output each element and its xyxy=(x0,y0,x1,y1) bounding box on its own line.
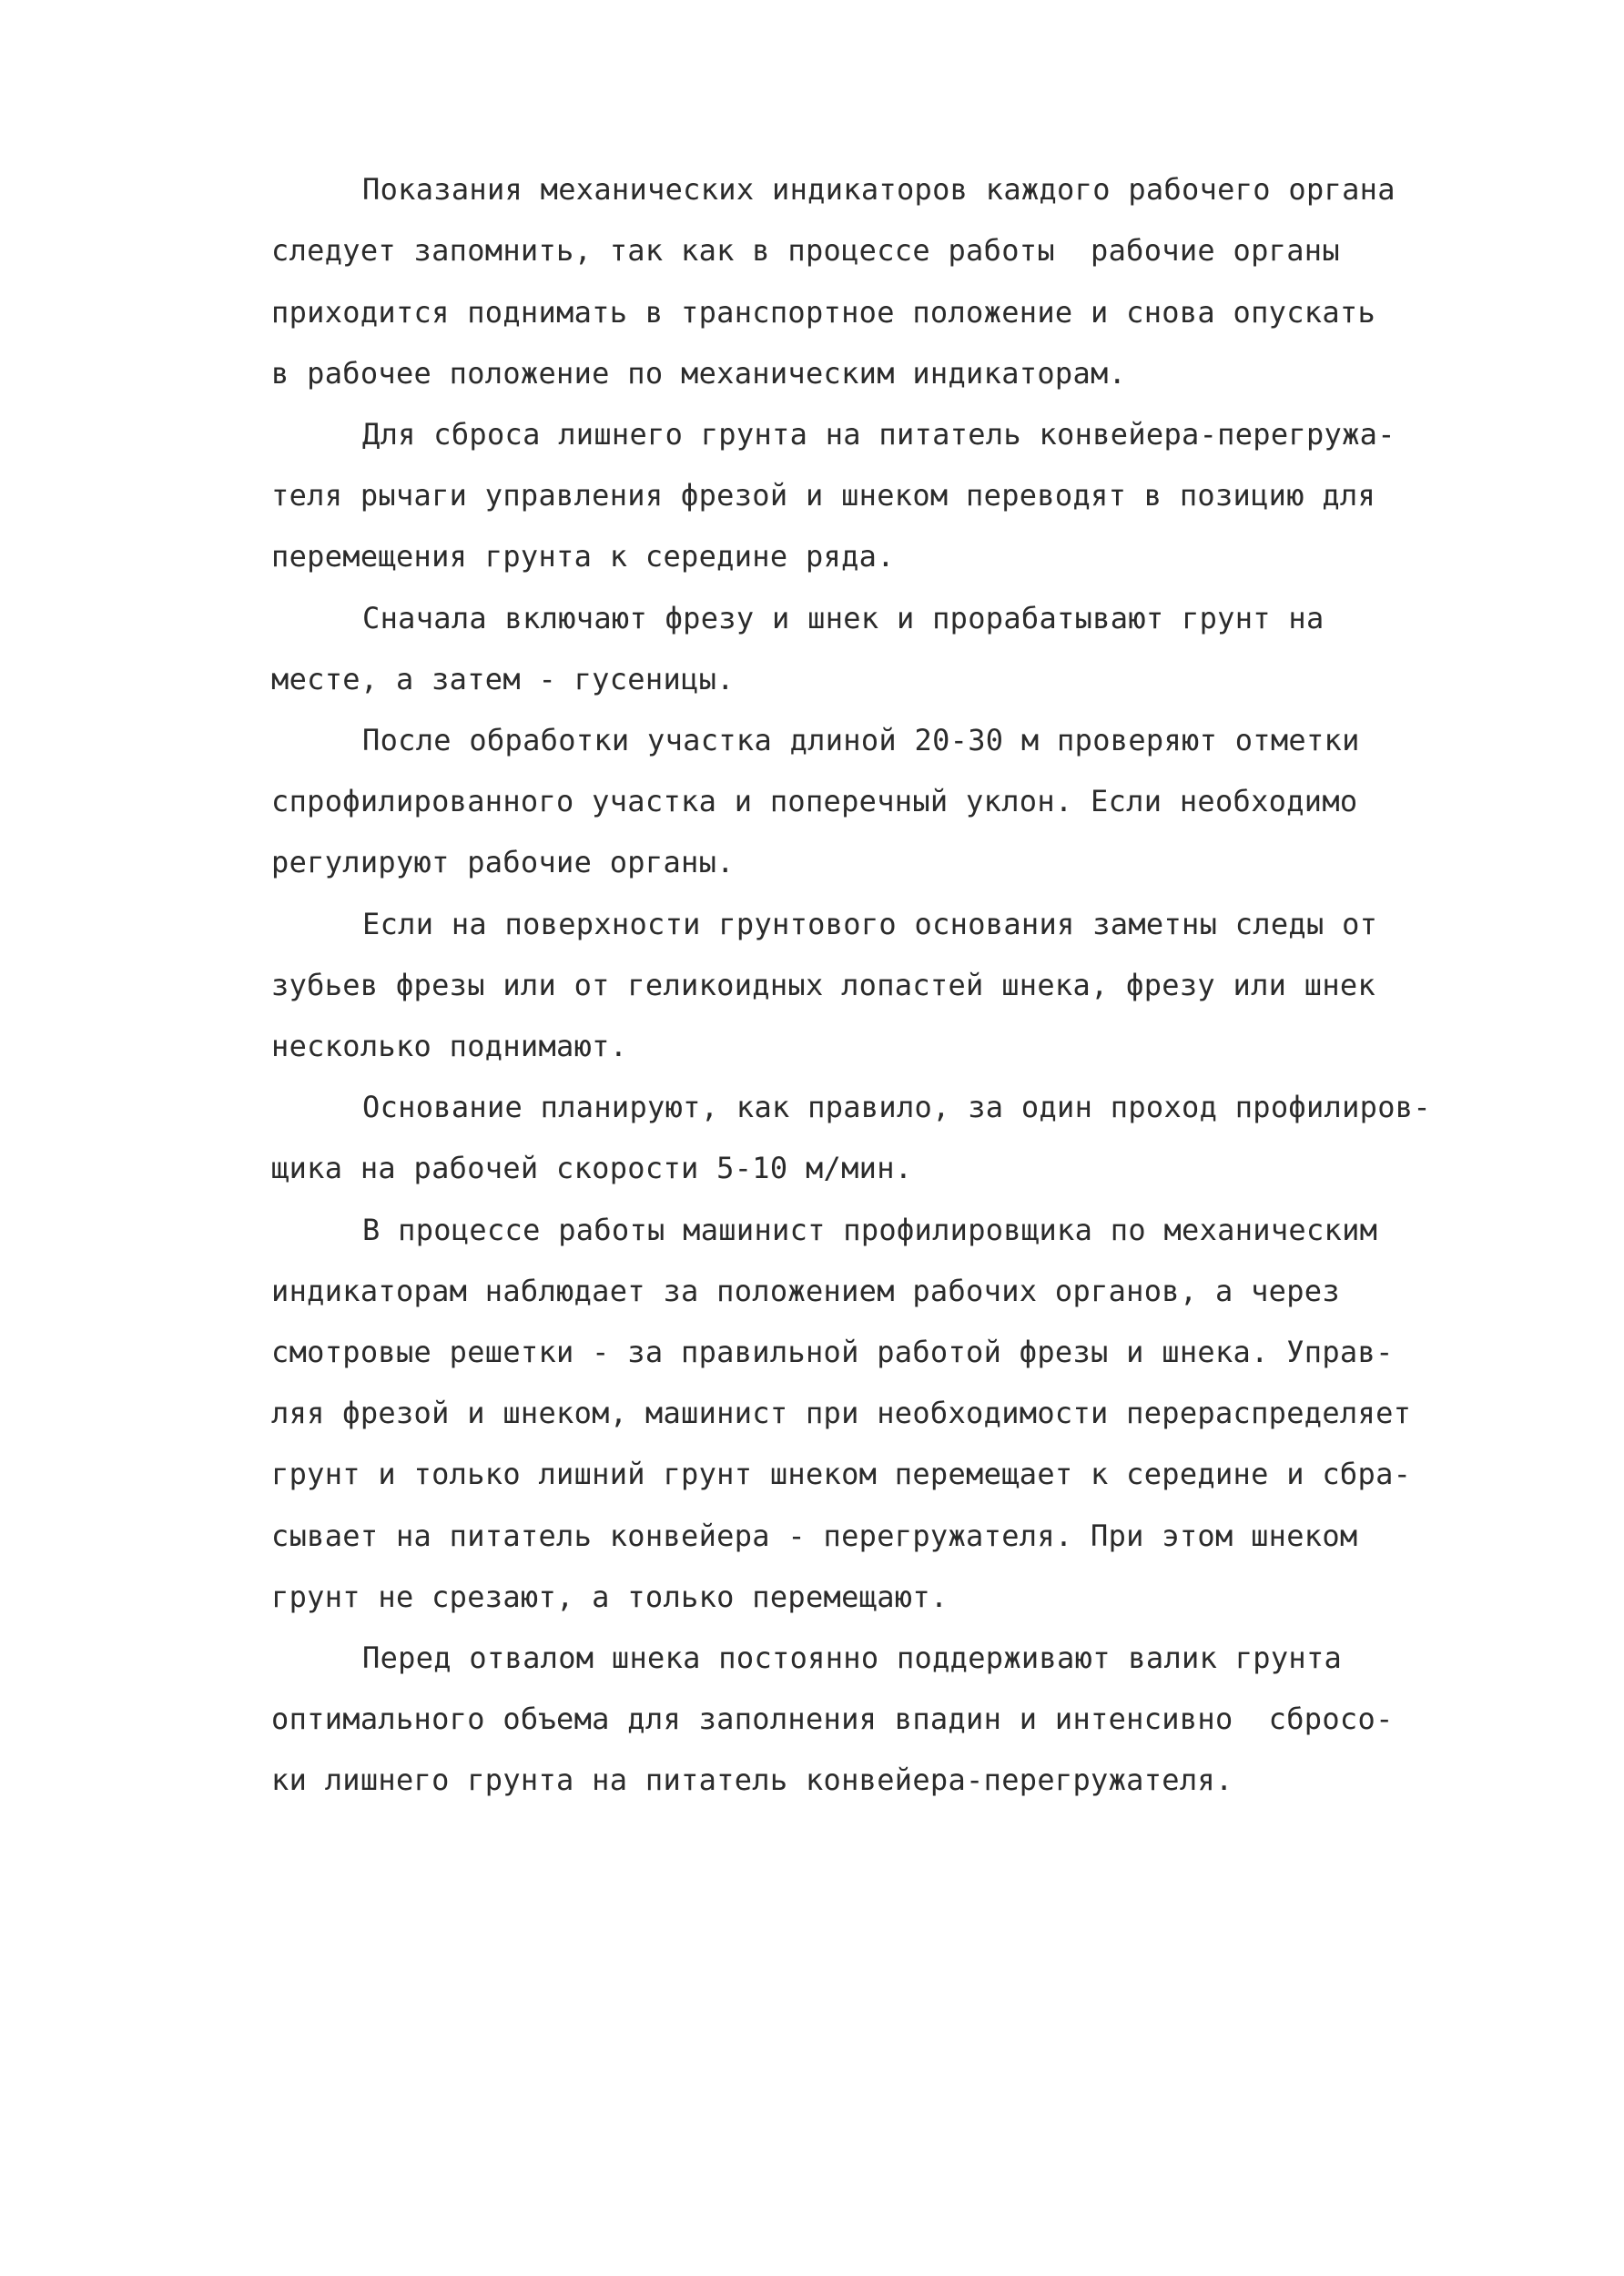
text-line: месте, а затем - гусеницы. xyxy=(271,662,735,696)
text-line: несколько поднимают. xyxy=(271,1029,628,1063)
text-line: В процессе работы машинист профилировщика по механическим xyxy=(362,1213,1378,1247)
text-line: Показания механических индикаторов каждого рабочего органа xyxy=(362,172,1396,207)
text-line: Для сброса лишнего грунта на питатель конвейера-перегружа- xyxy=(362,417,1396,452)
text-line: ляя фрезой и шнеком, машинист при необходимости перераспределяет xyxy=(271,1396,1412,1430)
text-line: теля рычаги управления фрезой и шнеком переводят в позицию для xyxy=(271,478,1376,513)
text-line: приходится поднимать в транспортное положение и снова опускать xyxy=(271,295,1376,330)
text-line: в рабочее положение по механическим индикаторам. xyxy=(271,356,1127,391)
text-line: следует запомнить, так как в процессе работы рабочие органы xyxy=(271,233,1340,268)
text-line: После обработки участка длиной 20-30 м проверяют отметки xyxy=(362,723,1360,757)
text-line: зубьев фрезы или от геликоидных лопастей шнека, фрезу или шнек xyxy=(271,968,1376,1002)
text-line: смотровые решетки - за правильной работой фрезы и шнека. Управ- xyxy=(271,1335,1394,1369)
text-line: грунт не срезают, а только перемещают. xyxy=(271,1580,949,1614)
text-line: щика на рабочей скорости 5-10 м/мин. xyxy=(271,1151,913,1185)
text-line: сывает на питатель конвейера - перегружателя. При этом шнеком xyxy=(271,1519,1358,1553)
text-line: Перед отвалом шнека постоянно поддерживают валик грунта xyxy=(362,1641,1343,1675)
text-line: грунт и только лишний грунт шнеком перемещает к середине и сбра- xyxy=(271,1457,1412,1491)
text-line: регулируют рабочие органы. xyxy=(271,845,735,879)
text-line: ки лишнего грунта на питатель конвейера-перегружателя. xyxy=(271,1763,1233,1797)
text-line: Если на поверхности грунтового основания заметны следы от xyxy=(362,907,1378,941)
text-line: Сначала включают фрезу и шнек и прорабатывают грунт на xyxy=(362,601,1325,635)
text-line: индикаторам наблюдает за положением рабочих органов, а через xyxy=(271,1274,1340,1308)
text-line: Основание планируют, как правило, за один проход профилиров- xyxy=(362,1090,1431,1124)
text-line: перемещения грунта к середине ряда. xyxy=(271,539,895,574)
text-line: спрофилированного участка и поперечный уклон. Если необходимо xyxy=(271,784,1358,818)
text-line: оптимального объема для заполнения впадин и интенсивно сбросо- xyxy=(271,1702,1394,1736)
